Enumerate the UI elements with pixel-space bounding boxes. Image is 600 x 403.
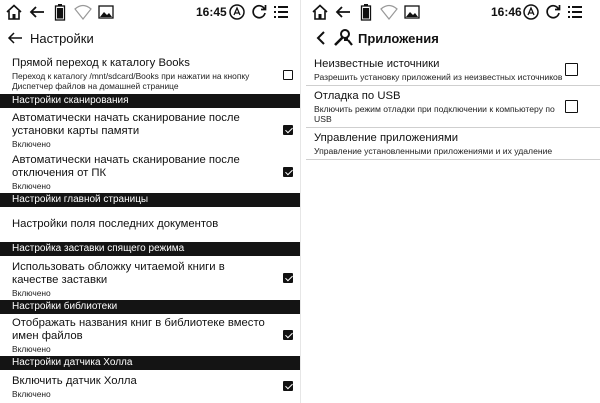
setting-title: Автоматически начать сканирование после установки карты памяти <box>12 112 240 137</box>
section-header: Настройки сканирования <box>0 94 300 108</box>
setting-subtitle: Включено <box>12 344 51 354</box>
title-bar <box>306 26 600 50</box>
setting-title: Автоматически начать сканирование после отключения от ПК <box>12 154 240 179</box>
setting-subtitle: Включить режим отладки при подключении к компьютеру по USB <box>314 104 555 124</box>
status-bar <box>0 0 300 24</box>
checkbox[interactable] <box>565 100 578 113</box>
setting-subtitle: Управление установленными приложениями и их удаление <box>314 146 553 156</box>
home-icon[interactable] <box>310 2 330 22</box>
apps-settings-list <box>306 54 600 160</box>
wifi-icon <box>73 2 93 22</box>
setting-item[interactable] <box>306 86 600 128</box>
setting-title: Отладка по USB <box>314 90 401 102</box>
back-icon[interactable] <box>27 2 47 22</box>
clock: 16:46 <box>491 5 522 19</box>
setting-subtitle: Включено <box>12 288 51 298</box>
back-arrow-icon[interactable] <box>6 29 24 47</box>
checkbox[interactable] <box>283 381 293 391</box>
image-icon <box>96 2 116 22</box>
checkbox[interactable] <box>283 330 293 340</box>
title-bar <box>0 26 300 50</box>
setting-item[interactable] <box>0 55 300 94</box>
setting-title: Использовать обложку читаемой книги в качестве заставки <box>12 261 225 286</box>
section-header: Настройки главной страницы <box>0 193 300 207</box>
setting-item[interactable] <box>0 108 300 151</box>
setting-subtitle: Включено <box>12 389 51 399</box>
setting-subtitle: Включено <box>12 139 51 149</box>
page-title: Настройки <box>30 30 94 46</box>
section-header: Настройки библиотеки <box>0 300 300 314</box>
setting-subtitle: Разрешить установку приложений из неизвестных источников <box>314 72 563 82</box>
setting-item[interactable] <box>0 314 300 356</box>
refresh-icon[interactable] <box>249 2 269 22</box>
status-bar <box>306 0 600 24</box>
clock: 16:45 <box>196 5 227 19</box>
menu-icon[interactable] <box>565 2 585 22</box>
setting-item[interactable] <box>306 54 600 86</box>
setting-subtitle: Переход к каталогу /mnt/sdcard/Books при нажатии на кнопку Диспетчер файлов на домашней странице <box>12 71 250 91</box>
setting-title: Управление приложениями <box>314 132 459 144</box>
apps-tools-icon <box>332 28 354 48</box>
back-icon[interactable] <box>333 2 353 22</box>
page-title: Приложения <box>358 30 439 46</box>
settings-list <box>0 55 300 401</box>
sync-icon[interactable] <box>227 2 247 22</box>
setting-title: Включить датчик Холла <box>12 375 137 387</box>
checkbox[interactable] <box>283 70 293 80</box>
setting-title: Неизвестные источники <box>314 58 440 70</box>
setting-item[interactable] <box>0 151 300 193</box>
setting-title: Прямой переход к каталогу Books <box>12 57 190 69</box>
setting-item[interactable] <box>306 128 600 160</box>
menu-icon[interactable] <box>271 2 291 22</box>
checkbox[interactable] <box>283 167 293 177</box>
checkbox[interactable] <box>565 63 578 76</box>
battery-icon <box>356 2 376 22</box>
wifi-icon <box>379 2 399 22</box>
section-header: Настройки датчика Холла <box>0 356 300 370</box>
home-icon[interactable] <box>4 2 24 22</box>
apps-screen <box>306 0 600 403</box>
image-icon <box>402 2 422 22</box>
checkbox[interactable] <box>283 125 293 135</box>
setting-title: Отображать названия книг в библиотеке вместо имен файлов <box>12 317 265 342</box>
back-arrow-icon[interactable] <box>312 29 330 47</box>
setting-subtitle: Включено <box>12 181 51 191</box>
setting-item[interactable] <box>0 256 300 300</box>
setting-title: Настройки поля последних документов <box>12 218 219 230</box>
setting-item[interactable] <box>0 207 300 242</box>
battery-icon <box>50 2 70 22</box>
checkbox[interactable] <box>283 273 293 283</box>
refresh-icon[interactable] <box>543 2 563 22</box>
sync-icon[interactable] <box>521 2 541 22</box>
setting-item[interactable] <box>0 370 300 401</box>
section-header: Настройка заставки спящего режима <box>0 242 300 256</box>
